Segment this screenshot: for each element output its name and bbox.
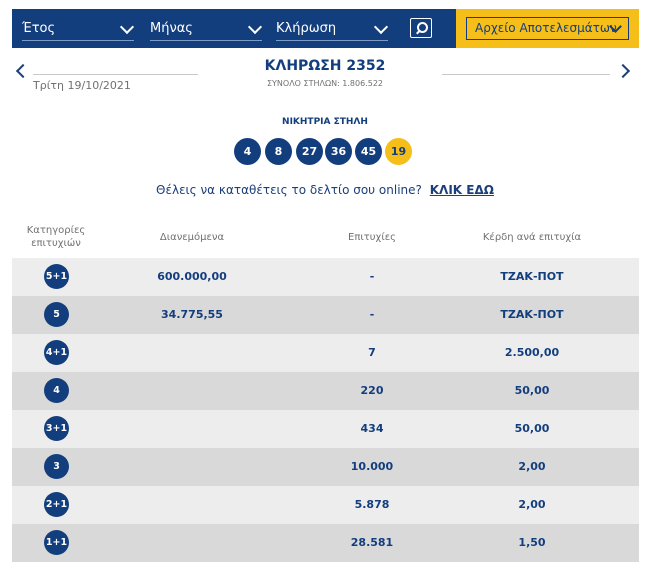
category-badge: 1+1 — [44, 530, 69, 555]
total-columns: ΣΥΝΟΛΟ ΣΤΗΛΩΝ: 1.806.522 — [266, 79, 383, 88]
draw-select-label: Κλήρωση — [276, 21, 337, 36]
prize-cell: ΤΖΑΚ-ΠΟΤ — [500, 308, 564, 321]
distributed-cell: 600.000,00 — [157, 270, 227, 283]
online-cta — [0, 183, 650, 197]
category-badge: 5 — [44, 302, 69, 327]
distributed-cell — [127, 410, 257, 448]
distributed-cell: 34.775,55 — [161, 308, 223, 321]
year-select-underline — [22, 40, 134, 41]
distributed-cell — [127, 372, 257, 410]
header-category: Κατηγορίες επιτυχιών — [26, 225, 86, 249]
month-select-underline — [150, 40, 262, 41]
search-button[interactable] — [410, 18, 432, 38]
winners-cell: - — [369, 270, 375, 283]
divider-right — [442, 74, 610, 75]
archive-dropdown-label: Αρχείο Αποτελεσμάτων — [475, 21, 617, 35]
draw-select-underline — [276, 40, 388, 41]
header-distributed: Διανεμόμενα — [159, 232, 225, 243]
category-badge: 4+1 — [44, 340, 69, 365]
draw-date: Τρίτη 19/10/2021 — [33, 79, 131, 92]
table-row — [12, 372, 639, 410]
online-cta-link[interactable]: ΚΛΙΚ ΕΔΩ — [429, 183, 494, 197]
winners-cell: - — [369, 308, 375, 321]
chevron-down-icon — [248, 20, 262, 34]
chevron-down-icon — [374, 20, 388, 34]
table-row — [12, 448, 639, 486]
distributed-cell — [127, 486, 257, 524]
prize-cell: 50,00 — [514, 422, 550, 435]
winning-number: 36 — [325, 138, 352, 165]
winners-cell: 7 — [368, 346, 376, 359]
header-winners: Επιτυχίες — [348, 232, 396, 243]
winners-cell: 5.878 — [354, 498, 390, 511]
divider-left — [33, 74, 198, 75]
table-header — [12, 220, 639, 258]
prize-cell: 2,00 — [518, 498, 546, 511]
results-table — [12, 220, 639, 562]
table-row — [12, 296, 639, 334]
chevron-down-icon — [120, 20, 134, 34]
category-badge: 3 — [44, 454, 69, 479]
winning-number: 45 — [355, 138, 382, 165]
table-row — [12, 524, 639, 562]
distributed-cell — [127, 448, 257, 486]
winning-column-title: ΝΙΚΗΤΡΙΑ ΣΤΗΛΗ — [282, 117, 368, 127]
category-badge: 4 — [44, 378, 69, 403]
winners-cell: 220 — [360, 384, 384, 397]
header-prize: Κέρδη ανά επιτυχία — [482, 232, 582, 243]
winning-number: 8 — [265, 138, 292, 165]
category-badge: 5+1 — [44, 264, 69, 289]
prize-cell: ΤΖΑΚ-ΠΟΤ — [500, 270, 564, 283]
prize-cell: 50,00 — [514, 384, 550, 397]
online-cta-text: Θέλεις να καταθέτεις το δελτίο σου online? — [156, 183, 422, 197]
year-select[interactable] — [22, 9, 134, 48]
prize-cell: 1,50 — [518, 536, 546, 549]
month-select-label: Μήνας — [150, 21, 193, 36]
distributed-cell — [127, 334, 257, 372]
table-row — [12, 334, 639, 372]
archive-dropdown[interactable] — [466, 17, 629, 40]
draw-title: ΚΛΗΡΩΣΗ 2352 — [264, 58, 386, 74]
winners-cell: 434 — [360, 422, 384, 435]
table-row — [12, 486, 639, 524]
category-badge: 2+1 — [44, 492, 69, 517]
table-row — [12, 410, 639, 448]
category-badge: 3+1 — [44, 416, 69, 441]
winners-cell: 28.581 — [350, 536, 394, 549]
winning-number: 27 — [296, 138, 323, 165]
winners-cell: 10.000 — [350, 460, 394, 473]
prize-cell: 2,00 — [518, 460, 546, 473]
prize-cell: 2.500,00 — [504, 346, 560, 359]
distributed-cell — [127, 524, 257, 562]
month-select[interactable] — [150, 9, 262, 48]
year-select-label: Έτος — [22, 21, 56, 36]
draw-select[interactable] — [276, 9, 388, 48]
winning-numbers — [0, 138, 650, 166]
winning-number: 4 — [234, 138, 261, 165]
joker-number: 19 — [385, 138, 412, 165]
archive-panel — [456, 9, 639, 48]
filter-bar — [12, 9, 639, 48]
table-row — [12, 258, 639, 296]
